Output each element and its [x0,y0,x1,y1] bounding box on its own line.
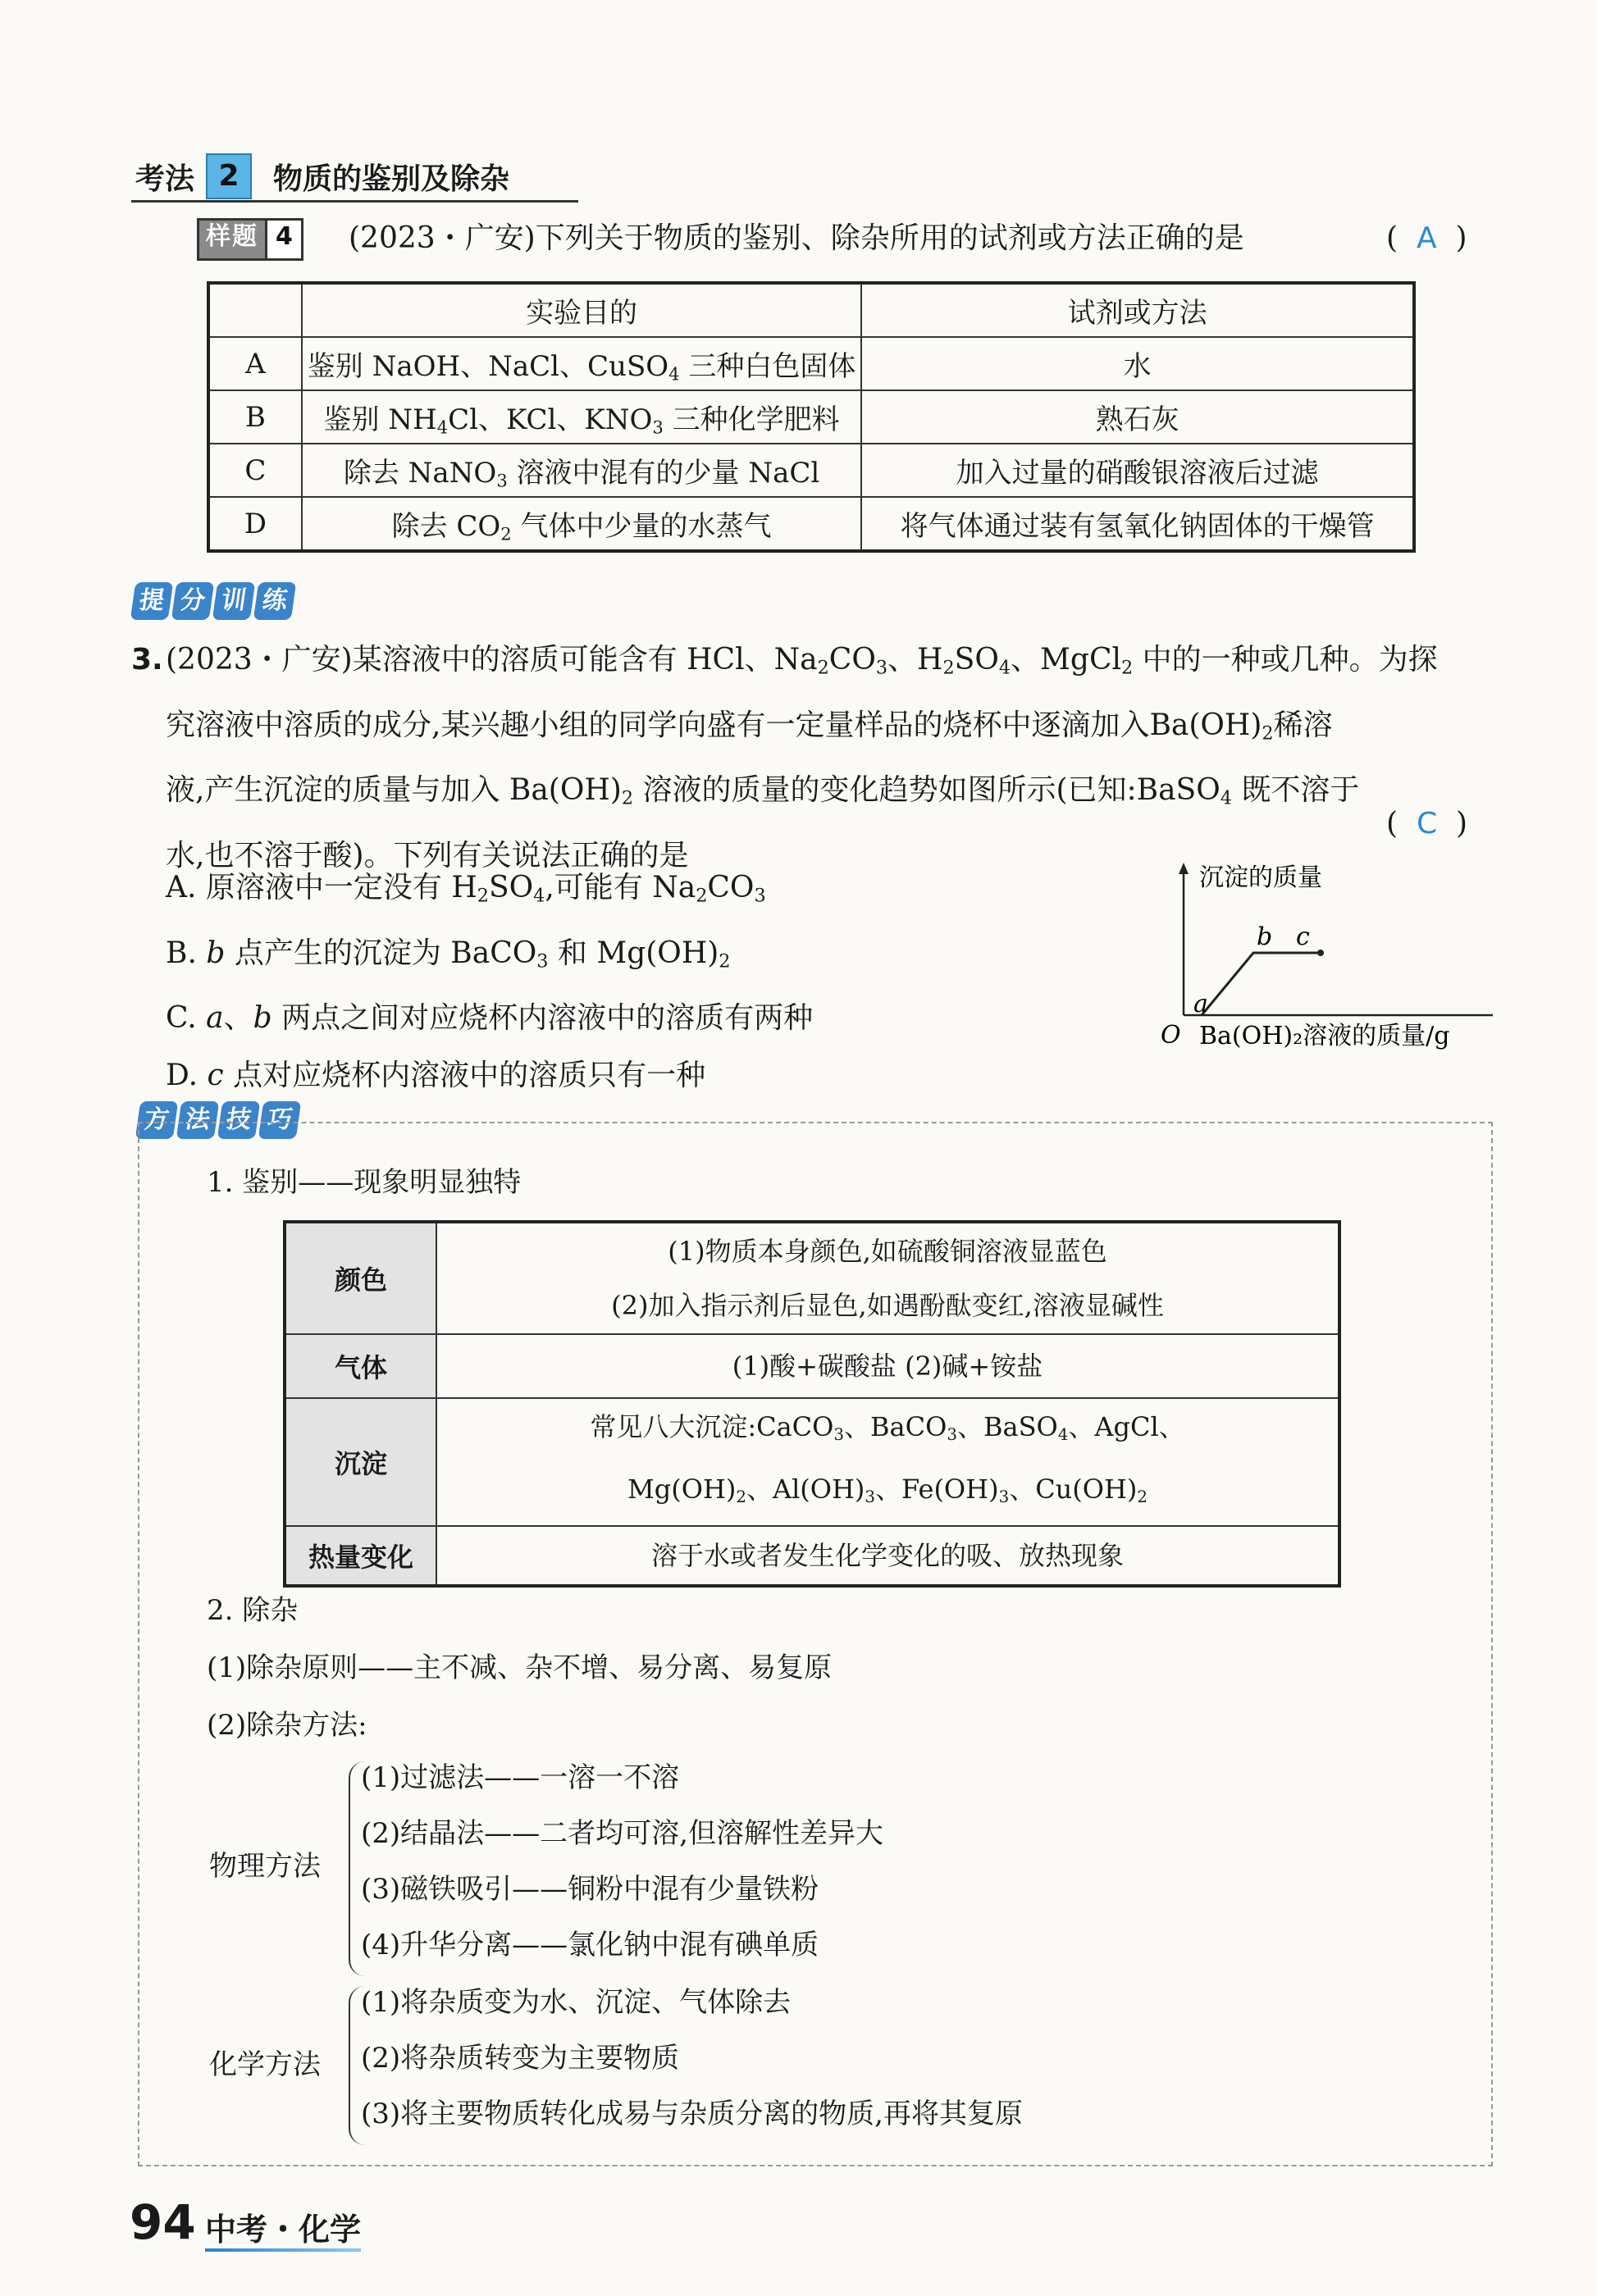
precipitate-graph [1157,861,1501,1091]
table-row [285,1222,1339,1334]
sample-tag [197,218,303,261]
stem-line: 究溶液中溶质的成分,某兴趣小组的同学向盛有一定量样品的烧杯中逐滴加入$Ba(OH)_2$稀溶 [166,708,1333,745]
table-row [208,497,1414,551]
badge: 方 [135,1101,178,1139]
badge: 巧 [258,1101,301,1139]
list-item: (1)过滤法——一溶一不溶 [361,1761,680,1794]
table-row [208,337,1414,390]
row-method: 熟石灰 [861,390,1414,444]
table-row [285,1398,1339,1526]
option-a: A. 原溶液中一定没有 $H_2SO_4$,可能有 $Na_2CO_3$ [166,871,766,907]
list-item: (2)结晶法——二者均可溶,但溶解性差异大 [361,1817,883,1850]
table-header-method: 试剂或方法 [861,283,1414,337]
table-header-blank [208,283,302,337]
removal-principle: (1)除杂原则——主不减、杂不增、易分离、易复原 [207,1651,833,1684]
table-header-row [208,283,1414,337]
y-axis-arrow [1179,863,1189,874]
badge: 法 [176,1101,219,1139]
problem-number: 3. [131,643,163,676]
chemical-label: 化学方法 [209,2048,321,2081]
graph-xlabel: Ba(OH)₂溶液的质量/g [1199,1022,1450,1050]
table-row [285,1334,1339,1398]
row-method: 加入过量的硝酸银溶液后过滤 [861,444,1414,497]
badge: 训 [212,582,255,620]
physical-list [361,1750,883,1973]
option-c: C. a、b 两点之间对应烧杯内溶液中的溶质有两种 [166,1001,814,1036]
row-aim: 鉴别 NaOH、NaCl、CuSO$_4$ 三种白色固体 [302,337,862,390]
table-row [208,444,1414,497]
stem-line: (2023・广安)某溶液中的溶质可能含有 HCl、$Na_2CO_3$、$H_2SO_4$、MgCl$_2$ 中的一种或几种。为探 [166,643,1438,679]
section-rule [131,200,578,203]
section-label: 考法 [135,162,195,196]
sample-tag-number: 4 [265,221,301,258]
table-header-aim: 实验目的 [302,283,862,337]
row-aim: 除去 $CO_2$ 气体中少量的水蒸气 [302,497,862,551]
badge: 分 [171,582,214,620]
row-option: D [208,497,302,551]
table-row [208,390,1414,444]
sample-tag-label: 样题 [199,221,265,258]
problem-answer-value: C [1416,807,1438,840]
row-option: A [208,337,302,390]
training-badges [133,582,294,620]
sample-table [207,281,1416,553]
row-head: 气体 [285,1334,436,1398]
point-c-label: c [1296,922,1310,951]
footer-underline [205,2248,361,2252]
options [166,859,813,1105]
row-aim: 鉴别 $NH_4Cl$、KCl、$KNO_3$ 三种化学肥料 [302,390,862,444]
list-item: (3)磁铁吸引——铜粉中混有少量铁粉 [361,1873,819,1906]
list-item: (2)将杂质转变为主要物质 [361,2042,680,2075]
row-head: 沉淀 [285,1398,436,1526]
row-content: (1)酸+碳酸盐 (2)碱+铵盐 [436,1334,1339,1398]
option-d: D. c 点对应烧杯内溶液中的溶质只有一种 [166,1059,706,1093]
method-heading-1: 1. 鉴别——现象明显独特 [207,1166,522,1199]
physical-label: 物理方法 [209,1850,321,1883]
graph-origin: O [1161,1021,1181,1050]
section-heading [135,152,509,201]
row-aim: 除去 NaNO$_3$ 溶液中混有的少量 NaCl [302,444,862,497]
row-method: 将气体通过装有氢氧化钠固体的干燥管 [861,497,1414,551]
table-row [285,1526,1339,1586]
section-number: 2 [206,153,252,199]
row-option: C [208,444,302,497]
row-content: 溶于水或者发生化学变化的吸、放热现象 [436,1526,1339,1586]
point-c-dot [1317,950,1324,956]
footer-title: 中考・化学 [205,2212,362,2248]
row-option: B [208,390,302,444]
sample-question: (2023・广安)下列关于物质的鉴别、除杂所用的试剂或方法正确的是 [349,221,1244,255]
option-b: B. b 点产生的沉淀为 BaCO$_3$ 和 $Mg(OH)_2$ [166,936,731,973]
stem-line: 液,产生沉淀的质量与加入 $Ba(OH)_2$ 溶液的质量的变化趋势如图所示(已知:BaSO$_4$ 既不溶于 [166,773,1360,809]
badge: 练 [253,582,296,620]
row-head: 热量变化 [285,1526,436,1586]
identification-table [283,1220,1341,1588]
point-b-label: b [1257,922,1273,951]
method-heading-2: 2. 除杂 [207,1594,299,1627]
list-item: (1)将杂质变为水、沉淀、气体除去 [361,1986,792,2019]
removal-methods-title: (2)除杂方法: [207,1709,367,1742]
row-content: (1)物质本身颜色,如硫酸铜溶液显蓝色 (2)加入指示剂后显色,如遇酚酞变红,溶液显碱性 [436,1222,1339,1334]
point-a-label: a [1193,990,1208,1018]
list-item: (3)将主要物质转化成易与杂质分离的物质,再将其复原 [361,2098,1023,2130]
problem-answer: ( C ) [1386,807,1468,840]
badge: 提 [130,582,173,620]
list-item: (4)升华分离——氯化钠中混有碘单质 [361,1929,819,1961]
row-method: 水 [861,337,1414,390]
stem-line: 水,也不溶于酸)。下列有关说法正确的是 [166,838,689,872]
badge: 技 [217,1101,260,1139]
section-title: 物质的鉴别及除杂 [273,162,510,196]
graph-ylabel: 沉淀的质量 [1199,863,1322,892]
row-content: 常见八大沉淀:CaCO$_3$、BaCO$_3$、BaSO$_4$、AgCl、 $Mg(OH)_2$、$Al(OH)_3$、$Fe(OH)_3$、$Cu(OH)_2$ [436,1398,1339,1526]
precipitate-curve [1202,953,1321,1015]
problem-stem [166,631,1494,885]
row-head: 颜色 [285,1222,436,1334]
sample-answer: ( A ) [1386,221,1467,255]
sample-answer-value: A [1416,221,1437,255]
page-number: 94 [130,2194,196,2250]
chemical-list [361,1975,1023,2142]
